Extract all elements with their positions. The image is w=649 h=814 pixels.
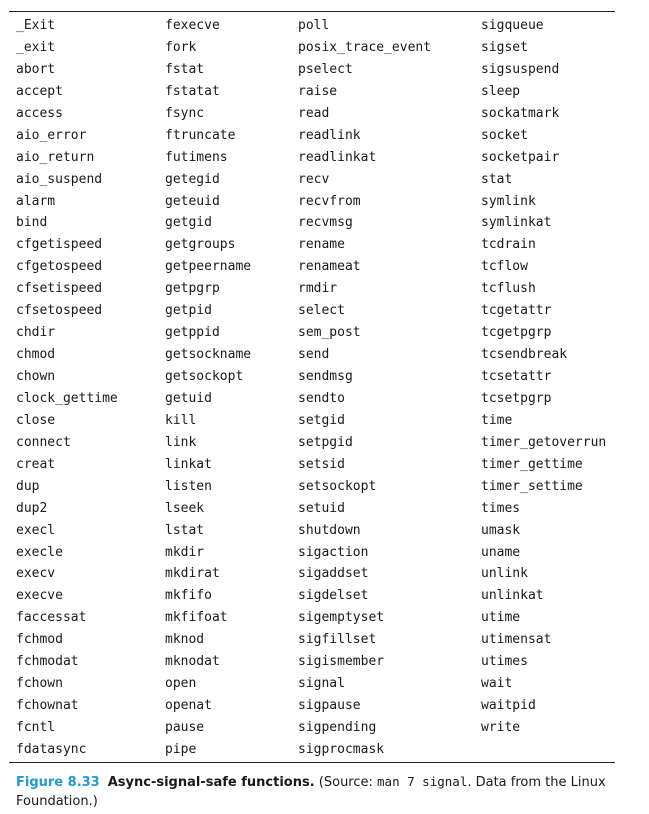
function-name: waitpid	[481, 698, 536, 714]
function-name: rename	[298, 237, 345, 253]
function-name: sigpause	[298, 698, 361, 714]
function-column-3	[298, 15, 431, 761]
function-name: fchownat	[16, 698, 79, 714]
function-name: sigfillset	[298, 632, 377, 648]
function-name: fstatat	[165, 83, 220, 99]
function-name: getgid	[165, 215, 212, 231]
function-name: readlink	[298, 127, 361, 143]
function-name: getppid	[165, 325, 220, 341]
caption-command: man 7 signal	[377, 774, 468, 789]
function-name: times	[481, 500, 521, 516]
function-name: sleep	[481, 83, 521, 99]
function-name: readlinkat	[298, 149, 377, 165]
function-name: setuid	[298, 500, 345, 516]
function-name: dup	[16, 478, 40, 494]
function-name: getegid	[165, 171, 220, 187]
function-name: execv	[16, 566, 56, 582]
function-name: setsockopt	[298, 478, 377, 494]
function-name: symlinkat	[481, 215, 552, 231]
function-name: fchmodat	[16, 654, 79, 670]
function-table	[0, 15, 649, 759]
function-name: fork	[165, 39, 197, 55]
function-name: abort	[16, 61, 56, 77]
function-name: send	[298, 347, 330, 363]
function-name: kill	[165, 412, 197, 428]
function-name: chdir	[16, 325, 56, 341]
function-name: symlink	[481, 193, 536, 209]
function-name: setpgid	[298, 434, 353, 450]
function-name: shutdown	[298, 522, 361, 538]
figure-caption	[16, 772, 616, 811]
function-name: sigqueue	[481, 18, 544, 33]
function-name: pipe	[165, 741, 197, 757]
function-name: aio_suspend	[16, 171, 103, 187]
function-name: mknod	[165, 632, 205, 648]
function-name: bind	[16, 215, 48, 231]
function-name: sendto	[298, 390, 345, 406]
function-name: unlink	[481, 566, 528, 582]
function-name: timer_getoverrun	[481, 434, 607, 450]
function-name: tcflow	[481, 259, 528, 275]
function-name: stat	[481, 171, 513, 187]
function-name: accept	[16, 83, 63, 99]
function-name: tcsendbreak	[481, 347, 568, 363]
function-name: tcgetattr	[481, 303, 552, 319]
function-name: geteuid	[165, 193, 220, 209]
table-bottom-rule	[9, 762, 615, 763]
function-name: _exit	[16, 39, 56, 55]
function-name: recvfrom	[298, 193, 361, 209]
function-name: pause	[165, 720, 205, 735]
function-name: sigismember	[298, 654, 385, 670]
function-name: umask	[481, 522, 521, 538]
function-name: signal	[298, 676, 345, 692]
function-name: fdatasync	[16, 741, 87, 757]
function-column-1	[16, 15, 118, 761]
function-name: utime	[481, 610, 521, 626]
function-name: pselect	[298, 61, 353, 77]
function-name: creat	[16, 456, 56, 472]
function-name: getsockopt	[165, 369, 244, 384]
function-name: _Exit	[16, 18, 56, 33]
function-name: open	[165, 676, 197, 692]
function-name: sigset	[481, 39, 528, 55]
function-name: close	[16, 412, 56, 428]
function-name: socket	[481, 127, 528, 143]
function-name: sigpending	[298, 720, 377, 735]
function-name: sigaddset	[298, 566, 369, 582]
function-name: sigprocmask	[298, 741, 385, 757]
function-name: aio_error	[16, 127, 87, 143]
function-name: lstat	[165, 522, 205, 538]
function-name: tcsetattr	[481, 369, 552, 384]
function-name: tcflush	[481, 281, 536, 297]
function-name: getpgrp	[165, 281, 220, 297]
function-name: sendmsg	[298, 369, 353, 384]
function-name: read	[298, 105, 330, 121]
function-name: write	[481, 720, 521, 735]
function-column-2	[165, 15, 251, 761]
function-name: mknodat	[165, 654, 220, 670]
function-name: poll	[298, 18, 330, 33]
function-name: recv	[298, 171, 330, 187]
function-name: cfgetispeed	[16, 237, 103, 253]
function-name: listen	[165, 478, 212, 494]
function-name: utimes	[481, 654, 528, 670]
function-name: posix_trace_event	[298, 39, 432, 55]
function-name: alarm	[16, 193, 56, 209]
function-name: fcntl	[16, 720, 56, 735]
function-name: tcgetpgrp	[481, 325, 552, 341]
function-name: unlinkat	[481, 588, 544, 604]
function-name: wait	[481, 676, 513, 692]
table-top-rule	[9, 11, 615, 12]
function-name: futimens	[165, 149, 228, 165]
function-name: chown	[16, 369, 56, 384]
function-name: recvmsg	[298, 215, 353, 231]
function-name: cfsetispeed	[16, 281, 103, 297]
caption-source-prefix: (Source:	[314, 775, 378, 790]
function-name: faccessat	[16, 610, 87, 626]
function-name: sigaction	[298, 544, 369, 560]
figure-title: Async-signal-safe functions.	[107, 775, 315, 790]
caption-source-suffix: . Data from the Linux Foundation.)	[16, 775, 606, 809]
function-name: sigemptyset	[298, 610, 385, 626]
function-name: lseek	[165, 500, 205, 516]
function-name: renameat	[298, 259, 361, 275]
function-name: getgroups	[165, 237, 236, 253]
function-name: rmdir	[298, 281, 338, 297]
function-name: mkfifo	[165, 588, 212, 604]
function-name: fexecve	[165, 18, 220, 33]
function-name: tcsetpgrp	[481, 390, 552, 406]
function-name: cfgetospeed	[16, 259, 103, 275]
function-name: getsockname	[165, 347, 252, 363]
function-name: time	[481, 412, 513, 428]
function-name: chmod	[16, 347, 56, 363]
function-name: mkdir	[165, 544, 205, 560]
function-name: sem_post	[298, 325, 361, 341]
function-name: mkfifoat	[165, 610, 228, 626]
function-name: aio_return	[16, 149, 95, 165]
function-name: setgid	[298, 412, 345, 428]
function-name: sigsuspend	[481, 61, 560, 77]
function-name: getpid	[165, 303, 212, 319]
function-name: sockatmark	[481, 105, 560, 121]
function-name: raise	[298, 83, 338, 99]
function-name: linkat	[165, 456, 212, 472]
function-name: uname	[481, 544, 521, 560]
function-name: sigdelset	[298, 588, 369, 604]
function-name: execle	[16, 544, 63, 560]
function-name: timer_gettime	[481, 456, 583, 472]
function-name: select	[298, 303, 345, 319]
function-name: utimensat	[481, 632, 552, 648]
function-name: access	[16, 105, 63, 121]
function-name: dup2	[16, 500, 48, 516]
function-name: getpeername	[165, 259, 252, 275]
function-name: execve	[16, 588, 63, 604]
function-name: timer_settime	[481, 478, 583, 494]
function-name: fchown	[16, 676, 63, 692]
function-column-4	[481, 15, 606, 739]
function-name: getuid	[165, 390, 212, 406]
function-name: fchmod	[16, 632, 63, 648]
function-name: ftruncate	[165, 127, 236, 143]
function-name: cfsetospeed	[16, 303, 103, 319]
function-name: tcdrain	[481, 237, 536, 253]
function-name: clock_gettime	[16, 390, 118, 406]
function-name: link	[165, 434, 197, 450]
function-name: fstat	[165, 61, 205, 77]
figure-label: Figure 8.33	[16, 775, 100, 790]
function-name: mkdirat	[165, 566, 220, 582]
function-name: openat	[165, 698, 212, 714]
function-name: socketpair	[481, 149, 560, 165]
function-name: setsid	[298, 456, 345, 472]
function-name: connect	[16, 434, 71, 450]
function-name: fsync	[165, 105, 205, 121]
function-name: execl	[16, 522, 56, 538]
